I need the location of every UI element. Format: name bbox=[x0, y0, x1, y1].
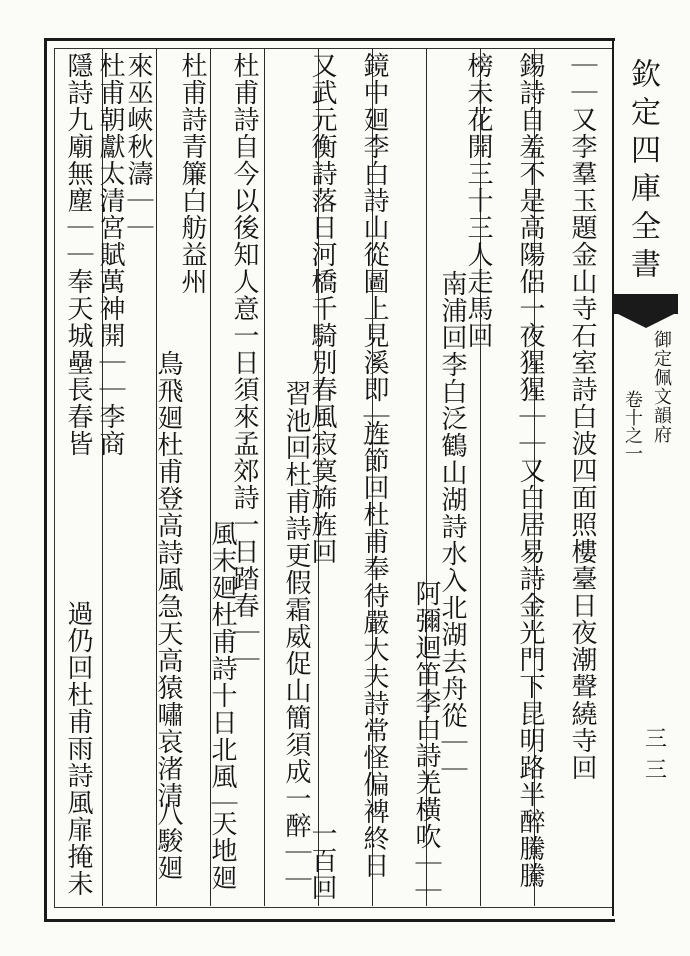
text-column: 南浦回李白泛鶴山湖詩水入北湖去舟從｜｜ bbox=[437, 270, 467, 783]
text-column: 一百回 bbox=[307, 820, 337, 901]
page-number: 三三 bbox=[644, 727, 667, 783]
text-column: 來巫峽秋濤｜｜ bbox=[123, 52, 153, 241]
text-column: 習池回杜甫詩更假霜威促山簡須成一醉｜｜ bbox=[281, 380, 311, 893]
fish-tail-mark bbox=[614, 294, 678, 314]
text-column: 旌節回杜甫奉待嚴大夫詩常怪偏裨終日 bbox=[359, 420, 389, 879]
text-column: 榜未花開三十三人走馬回 bbox=[463, 52, 493, 349]
fish-tail-notch bbox=[614, 312, 678, 328]
text-column: 又武元衡詩落日河橋千騎別春風寂寞旆旌回 bbox=[307, 52, 337, 565]
text-column: 杜甫詩自今以後知人意一日須來孟郊詩一日踏春｜｜ bbox=[229, 52, 259, 673]
text-column: 隱詩九廟無塵｜｜奉天城壘長春皆 bbox=[63, 52, 93, 457]
text-column: 八駿廻 bbox=[153, 800, 183, 881]
volume-label: 卷十之一 bbox=[622, 390, 643, 462]
text-column: 鳥飛廻杜甫登高詩風急天高猿嘯哀渚清 bbox=[153, 350, 183, 809]
text-column: 天地廻 bbox=[207, 810, 237, 891]
text-column: 阿彌迴笛李白詩羌橫吹｜｜ bbox=[411, 580, 441, 904]
collection-title: 欽定四庫全書 bbox=[625, 58, 660, 286]
text-column: 杜甫詩青簾白舫益州 bbox=[177, 52, 207, 295]
text-column: 杜甫朝獻太清宮賦萬神開｜｜李商 bbox=[95, 52, 125, 457]
book-title: 御定佩文韻府 bbox=[651, 330, 672, 444]
text-column: 錫詩自羞不是高陽侶一夜猩猩｜｜又白居易詩金光門下昆明路半醉騰騰 bbox=[515, 52, 545, 889]
text-column: ｜｜又李羣玉題金山寺石室詩白波四面照樓臺日夜潮聲繞寺回 bbox=[567, 52, 597, 781]
text-column: 鏡中廻李白詩山從圖上見溪即｜｜ bbox=[359, 52, 389, 457]
text-column: 過仍回杜甫雨詩風扉掩未 bbox=[63, 600, 93, 897]
text-column: 風末廻杜甫詩十日北風｜ bbox=[207, 520, 237, 817]
